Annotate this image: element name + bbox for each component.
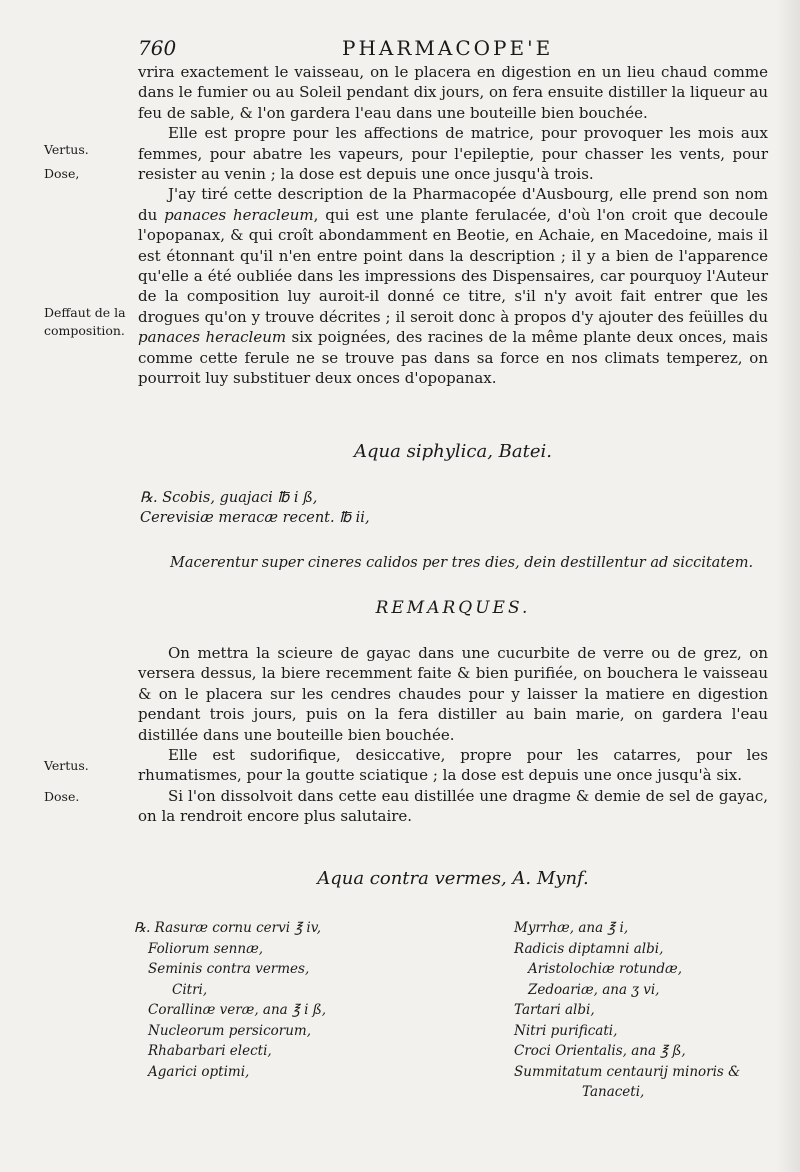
ingredients-left-column bbox=[134, 918, 326, 1082]
paragraph: On mettra la scieure de gayac dans une cucurbite de verre ou de grez, on versera dessus, la biere recemment faite & bien purifiée, on bouchera le vaisseau & on le placera sur les cendres chaudes pour y laisser la matiere en digestion pendant trois jours, puis on la fera distiller au bain marie, on gardera l'eau distillée dans une bouteille bien bouchée. bbox=[138, 644, 768, 744]
ingredient-line: Myrrhæ, ana ℥ i, bbox=[514, 920, 629, 936]
remarques-heading: REMARQUES. bbox=[375, 598, 531, 618]
plant-name: panaces heracleum bbox=[138, 328, 287, 347]
margin-note-vertus: Vertus. bbox=[44, 142, 89, 157]
recipe-title: Aqua siphylica, Batei. bbox=[354, 441, 552, 462]
page-header bbox=[138, 36, 768, 62]
ingredient-line: Radicis diptamni albi, bbox=[514, 940, 664, 957]
ingredient-line: Nitri purificati, bbox=[514, 1022, 618, 1039]
page-edge-shadow bbox=[776, 0, 800, 1172]
ingredient-line: Summitatum centaurij minoris & bbox=[514, 1063, 741, 1080]
ingredient-line: Agarici optimi, bbox=[148, 1063, 250, 1080]
paragraph: Elle est sudorifique, desiccative, propre pour les catarres, pour les rhumatismes, pour la goutte sciatique ; la dose est depuis une once jusqu'à six. bbox=[138, 746, 768, 785]
ingredient-line: Aristolochiæ rotundæ, bbox=[528, 961, 683, 977]
ingredient-line: Croci Orientalis, ana ℥ ß, bbox=[514, 1043, 686, 1059]
ingredient-line: Cerevisiæ meracæ recent. ℔ ii, bbox=[140, 510, 370, 526]
margin-note-dose: Dose, bbox=[44, 166, 80, 181]
margin-note-deffaut: Deffaut de la bbox=[44, 305, 126, 320]
ingredient-line: ℞. Rasuræ cornu cervi ℥ iv, bbox=[134, 920, 322, 936]
ingredients-right-column bbox=[514, 918, 740, 1103]
plant-name: panaces heracleum bbox=[164, 205, 314, 224]
margin-note-vertus-2: Vertus. bbox=[44, 758, 89, 773]
ingredient-line: Corallinæ veræ, ana ℥ i ß, bbox=[148, 1002, 327, 1018]
ingredient-line: Seminis contra vermes, bbox=[148, 961, 310, 977]
running-title: PHARMACOPE'E bbox=[342, 36, 554, 60]
ingredient-line: Zedoariæ, ana ʒ vi, bbox=[528, 981, 660, 998]
ingredient-line: Tanaceti, bbox=[582, 1084, 645, 1100]
paragraph bbox=[138, 184, 768, 388]
recipe-ingredients bbox=[140, 488, 770, 528]
ingredient-line: Tartari albi, bbox=[514, 1002, 595, 1018]
ingredient-line: ℞. Scobis, guajaci ℔ i ß, bbox=[140, 490, 318, 506]
margin-note-dose-2: Dose. bbox=[44, 789, 80, 804]
recipe-title: Aqua contra vermes, A. Mynf. bbox=[317, 868, 589, 889]
ingredient-line: Foliorum sennæ, bbox=[148, 940, 264, 957]
paragraph: vrira exactement le vaisseau, on le placera en digestion en un lieu chaud comme dans le fumier ou au Soleil pendant dix jours, on fera ensuite distiller la liqueur au feu de sable, & l'on gardera l'eau dans une bouteille bien bouchée. bbox=[138, 63, 768, 122]
text-run: , qui est une plante ferulacée, d'où l'on croit que decoule l'opopanax, & qui croît abondamment en Beotie, en Achaie, en Macedoine, mais il est étonnant qu'il n'en entre point dans la description ; il y a bien de l'apparence qu'elle a été oubliée dans les impressions des Dispensaires, car pourquoy l'Auteur de la composition luy auroit-il donné ce titre, s'il n'y avoit fait entrer que les drogues qu'on y trouve décrites ; il seroit donc à propos d'y ajouter des feüilles du bbox=[138, 205, 768, 326]
recipe-instruction: Macerentur super cineres calidos per tres dies, dein destillentur ad siccitatem. bbox=[170, 555, 754, 571]
ingredient-line: Nucleorum persicorum, bbox=[148, 1022, 312, 1039]
ingredient-line: Rhabarbari electi, bbox=[148, 1043, 272, 1059]
section-2-text bbox=[138, 643, 768, 827]
ingredient-line: Citri, bbox=[172, 981, 208, 998]
paragraph: Elle est propre pour les affections de matrice, pour provoquer les mois aux femmes, pour abatre les vapeurs, pour l'epileptie, pour chasser les vents, pour resister au venin ; la dose est depuis une once jusqu'à trois. bbox=[138, 124, 768, 184]
section-1-text bbox=[138, 62, 768, 389]
paragraph: Si l'on dissolvoit dans cette eau distillée une dragme & demie de sel de gayac, on la rendroit encore plus salutaire. bbox=[138, 786, 768, 826]
page-number: 760 bbox=[138, 36, 177, 60]
margin-note-composition: composition. bbox=[44, 323, 125, 338]
text-run: J'ay tiré cette description de la Pharmacopée d'Ausbourg, elle prend son nom du bbox=[138, 185, 768, 224]
text-run: six poignées, des racines de la même plante deux onces, mais comme cette ferule ne se trouve pas dans sa force en nos climats temperez, on pourroit luy substituer deux onces d'opopanax. bbox=[138, 328, 768, 388]
